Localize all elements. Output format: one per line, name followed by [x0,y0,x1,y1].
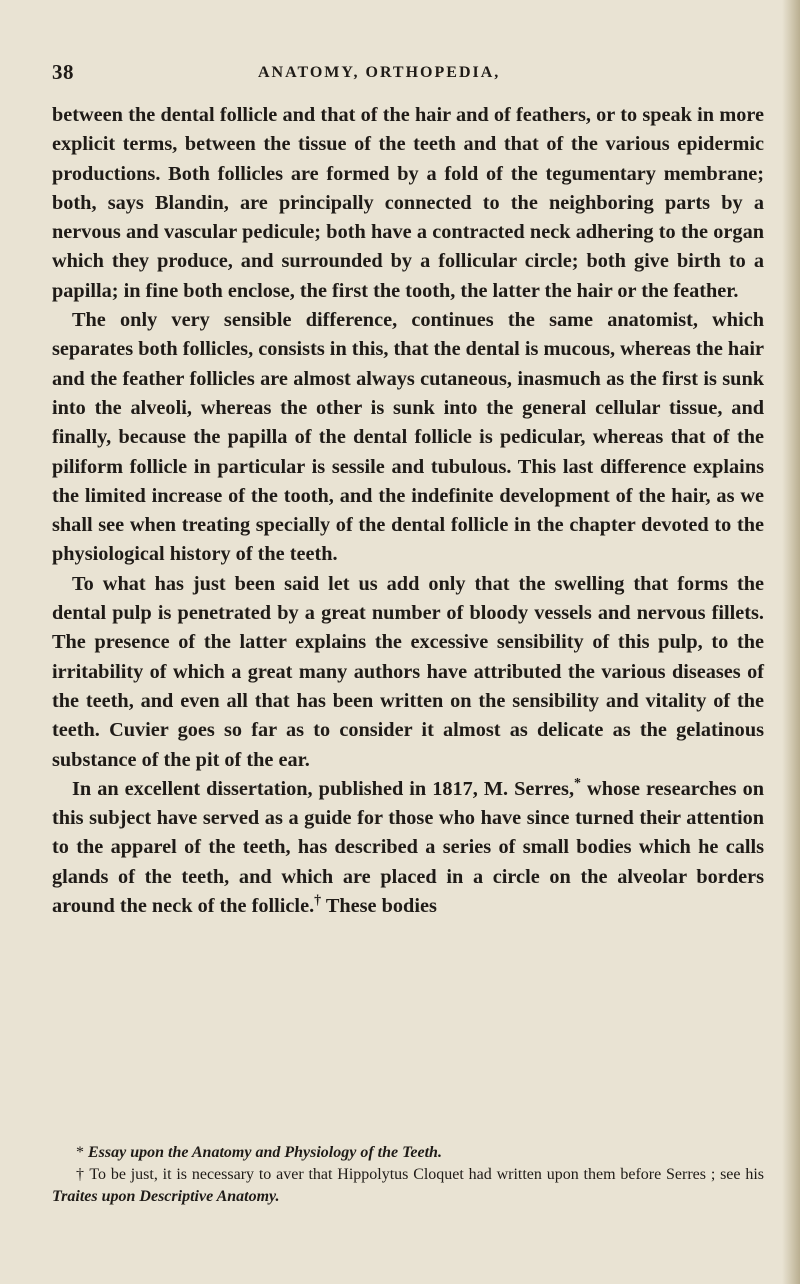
paragraph-4-part-3: These bodies [321,895,437,918]
paragraph-4-part-2: whose researches on this subject have served as a guide for those who have since turned their attention to the apparel of the teeth, has described a series of small bodies which he calls glands of the teeth, and which are placed in a circle on the alveolar borders around the neck of the follicle. [52,777,764,918]
running-head [52,60,752,90]
page-number: 38 [52,60,74,84]
footnotes [52,1142,764,1208]
paragraph-4 [52,775,764,921]
page-edge [782,0,800,1284]
paragraph-4-part-1: In an excellent dissertation, published in 1817, M. Serres, [72,777,575,800]
footnote-marker-dagger: † [314,893,322,909]
body-text [52,101,764,921]
running-title: ANATOMY, ORTHOPEDIA, [258,64,501,81]
footnote-2 [52,1164,764,1208]
footnote-1 [52,1142,764,1164]
footnote-1-mark: * [76,1144,88,1161]
footnote-marker-asterisk: * [574,776,582,792]
paragraph-2: The only very sensible difference, continues the same anatomist, which separates both follicles, consists in this, that the dental is mucous, whereas the hair and the feather follicles are almost always cutaneous, inasmuch as the first is sunk into the alveoli, whereas the other is sunk into the general cellular tissue, and finally, because the papilla of the dental follicle is pedicular, whereas that of the piliform follicle in particular is sessile and tubulous. This last difference explains the limited increase of the tooth, and the indefinite development of the hair, as we shall see when treating specially of the dental follicle in the chapter devoted to the physiological history of the teeth. [52,309,764,566]
paragraph-3: To what has just been said let us add only that the swelling that forms the dental pulp is penetrated by a great number of bloody vessels and nervous fillets. The presence of the latter explains the excessive sensibility of this pulp, to the irritability of which a great many authors have attributed the various diseases of the teeth, and even all that has been written on the sensibility and vitality of the teeth. Cuvier goes so far as to consider it almost as delicate as the gelatinous substance of the pit of the ear. [52,572,764,771]
footnote-1-title: Essay upon the Anatomy and Physiology of the Teeth. [88,1144,442,1161]
paragraph-1: between the dental follicle and that of the hair and of feathers, or to speak in more explicit terms, between the tissue of the teeth and that of the various epidermic productions. Both follicles are formed by a fold of the tegumentary membrane; both, says Blandin, are principally connected to the neighboring parts by a nervous and vascular pedicule; both have a contracted neck adhering to the organ which they produce, and surrounded by a follicular circle; both give birth to a papilla; in fine both enclose, the first the tooth, the latter the hair or the feather. [52,104,764,302]
footnote-2-title: Traites upon Descriptive Anatomy. [52,1188,280,1205]
footnote-2-text: To be just, it is necessary to aver that Hippolytus Cloquet had written upon them before Serres ; see his [89,1166,764,1183]
footnote-2-mark: † [76,1166,90,1183]
